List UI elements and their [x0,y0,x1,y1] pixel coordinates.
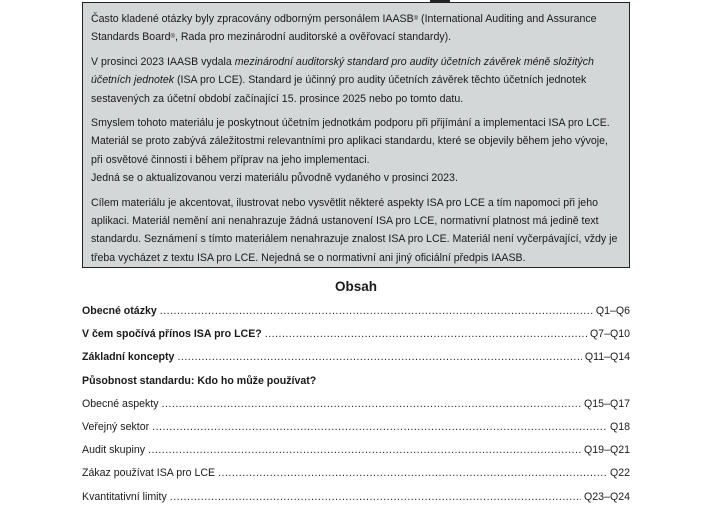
toc-item-label: Veřejný sektor [82,420,150,433]
toc-leader-dots [160,300,593,323]
toc-item[interactable] [82,300,630,323]
toc-leader-dots [162,393,581,416]
intro-p2-text-b: (ISA pro LCE). Standard je účinný pro audity účetních závěrek těchto účetních jednotek sestavených za účetní období začínající 15. prosince 2025 nebo po tomto datu. [91,74,587,105]
toc-title: Obsah [334,279,377,294]
toc-item[interactable] [82,323,630,346]
toc-item-ref: Q23–Q24 [584,490,630,503]
toc-item-ref: Q7–Q10 [589,328,630,341]
registered-mark: ® [413,16,419,22]
toc-item[interactable] [82,370,630,393]
toc-leader-dots [265,323,587,346]
toc-item-ref: Q22 [609,467,630,480]
toc-item-ref: Q1–Q6 [595,305,630,317]
toc-item-ref: Q18 [609,420,630,433]
intro-paragraph-3: Smyslem tohoto materiálu je poskytnout účetním jednotkám podporu při přijímání a implementaci ISA pro LCE. Materiál se proto zabývá záležitostmi relevantními pro aplikaci standardu, které se objevily během jeho vývoje, při osvětové činnosti i během příprav na jeho implementaci. [91,117,610,166]
toc-leader-dots [152,416,607,439]
toc-item[interactable] [82,462,630,485]
toc-item-label: Audit skupiny [82,444,146,457]
toc-item[interactable] [82,486,630,509]
toc-item-label: Kvantitativní limity [82,490,167,503]
toc-list [82,300,630,509]
toc-item[interactable] [82,393,630,416]
intro-p1-text-b: (International Auditing and Assurance Standards Board [91,13,597,44]
intro-box [82,2,630,268]
toc-leader-dots [218,462,607,485]
toc-item-label: Obecné aspekty [82,397,159,410]
toc-leader-dots [170,486,581,509]
toc-item-label: V čem spočívá přínos ISA pro LCE? [82,328,262,341]
toc-item-label: Obecné otázky [82,305,157,317]
intro-p2-text-a: V prosinci 2023 IAASB vydala [91,55,235,68]
intro-p1-text-c: , Rada pro mezinárodní auditorské a ověřovací standardy). [174,31,452,44]
intro-paragraph-5: Cílem materiálu je akcentovat, ilustrovat nebo vysvětlit některé aspekty ISA pro LCE a tím napomoci při jeho aplikaci. Materiál nemění ani nenahrazuje žádná ustanovení ISA pro LCE, normativní platnost má jedině text standardu. Seznámení s tímto materiálem nenahrazuje znalost ISA pro LCE. Materiál není vyčerpávající, vždy je třeba vycházet z textu ISA pro LCE. Nejedná se o normativní ani jiný oficiální předpis IAASB. [91,196,618,264]
toc-leader-dots [148,439,581,462]
toc-item[interactable] [82,439,630,462]
toc-item-ref: Q19–Q21 [584,444,630,457]
registered-mark: ® [170,34,175,41]
intro-paragraph-2 [91,53,621,108]
toc-item[interactable] [82,346,630,369]
toc-item-ref: Q11–Q14 [584,351,630,364]
toc-item-label: Zákaz používat ISA pro LCE [82,467,216,480]
toc-item[interactable] [82,416,630,439]
intro-paragraph-1 [91,10,621,47]
toc-item-label: Působnost standardu: Kdo ho může používat? [82,374,317,387]
intro-p1-text-a: Často kladené otázky byly zpracovány odborným personálem IAASB [91,13,414,25]
toc-item-label: Základní koncepty [82,351,175,364]
toc-item-ref: Q15–Q17 [584,397,630,410]
intro-paragraph-4: Jedná se o aktualizovanou verzi materiálu původně vydaného v prosinci 2023. [91,172,458,185]
toc-leader-dots [177,346,581,369]
standard-name-italic: mezinárodní auditorský standard pro audity účetních závěrek méně složitých účetních jednotek [91,55,594,87]
